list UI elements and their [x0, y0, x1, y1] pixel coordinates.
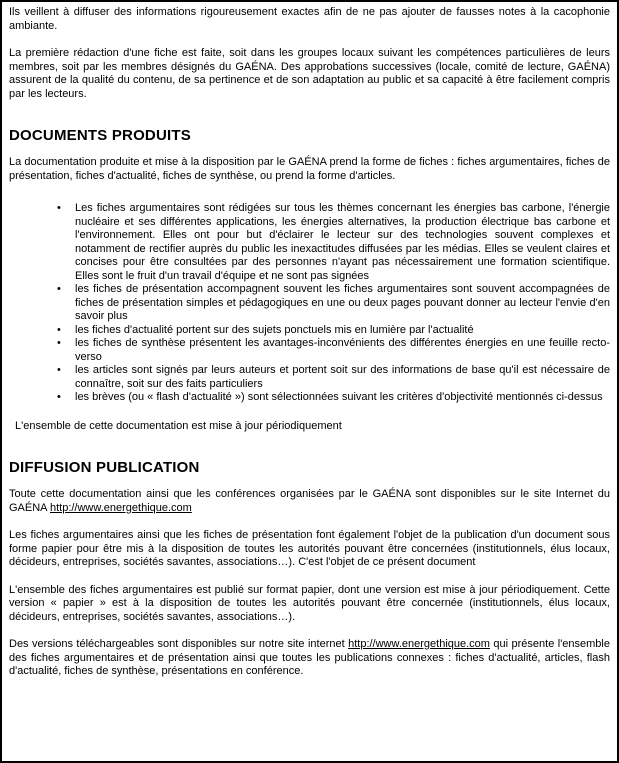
intro-paragraph-2: La première rédaction d'une fiche est faite, soit dans les groupes locaux suivant les compétences particulières de leurs membres, soit par les membres désignés du GAÉNA. Des approbations successives (locale, comité de lecture, GAÉNA) assurent de la qualité du contenu, de sa pertinence et de son adaptation au public et sa capacité à être facilement compris par les lecteurs.	[9, 47, 610, 100]
bullet-item-fiches-actualite: • les fiches d'actualité portent sur des sujets ponctuels mis en lumière par l'actualité	[9, 324, 610, 338]
diffusion-paragraph-1	[9, 488, 610, 515]
energethique-website-link[interactable]: http://www.energethique.com	[49, 501, 192, 514]
diffusion-paragraph-4	[9, 638, 610, 679]
diffusion-paragraph-3: L'ensemble des fiches argumentaires est publié sur format papier, dont une version est mise à jour périodiquement. Cette version « papier » est à la disposition de toutes les autorités pouvant être concernée (institutionnels, élus locaux, décideurs, entreprises, sociétés savantes, associations…).	[9, 583, 610, 623]
bullet-item-articles: • les articles sont signés par leurs auteurs et portent soit sur des informations de base qu'il est nécessaire de connaître, soit sur des faits particuliers	[9, 364, 610, 391]
diffusion-paragraph-4-text-before: Des versions téléchargeables sont disponibles sur notre site internet	[9, 638, 349, 650]
intro-paragraph-1: Ils veillent à diffuser des informations rigoureusement exactes afin de ne pas ajouter de fausses notes à la cacophonie ambiante.	[9, 6, 610, 32]
diffusion-paragraph-2: Les fiches argumentaires ainsi que les fiches de présentation font également l'objet de la publication d'un document sous forme papier pour être mis à la disposition de toutes les autorités pouvant être concernées (institutionnels, élus locaux, décideurs, entreprises, sociétés savantes, associations…). C'est l'objet de ce présent document	[9, 529, 610, 568]
bullet-item-fiches-synthese: • les fiches de synthèse présentent les avantages-inconvénients des différentes énergies en une feuille recto-verso	[9, 337, 610, 364]
section-heading-documents-produits: DOCUMENTS PRODUITS	[9, 127, 191, 144]
bullet-item-breves: • les brèves (ou « flash d'actualité ») sont sélectionnées suivant les critères d'objectivité mentionnés ci-dessus	[9, 391, 610, 405]
documents-bullet-list	[9, 202, 610, 405]
energethique-website-link-2[interactable]: http://www.energethique.com	[348, 638, 490, 650]
section-heading-diffusion-publication: DIFFUSION PUBLICATION	[9, 459, 200, 476]
documents-intro-paragraph: La documentation produite et mise à la disposition par le GAÉNA prend la forme de fiches : fiches argumentaires, fiches de présentation, fiches d'actualité, fiches de synthèse, ou prend la forme d'articles.	[9, 156, 610, 182]
bullet-item-fiches-argumentaires: • Les fiches argumentaires sont rédigées sur tous les thèmes concernant les énergies bas carbone, l'énergie nucléaire et ses différentes applications, les énergies alternatives, la production électrique bas carbone et l'environnement. Elles ont pour but d'éclairer le lecteur sur des technologies souvent complexes et notamment de rectifier auprès du public les inexactitudes diffusées par les médias. Elles se veulent claires et concises pour être consultées par des personnes n'ayant pas nécessairement une formation scientifique. Elles sont le fruit d'un travail d'équipe et ne sont pas signées	[9, 202, 610, 283]
documentation-update-note: L'ensemble de cette documentation est mise à jour périodiquement	[15, 419, 342, 432]
diffusion-paragraph-4-text-after: qui présente l'ensemble des fiches argumentaires et de présentation ainsi que toutes les publications connexes : fiches d'actualité, articles, flash d'actualité, fiches de synthèse, présentations en conférence.	[9, 638, 610, 677]
diffusion-paragraph-1-text: Toute cette documentation ainsi que les conférences organisées par le GAÉNA sont disponibles sur le site Internet du GAÉNA	[9, 488, 610, 514]
bullet-item-fiches-presentation: • les fiches de présentation accompagnent souvent les fiches argumentaires sont souvent accompagnées de fiches de présentation simples et pédagogiques en une ou deux pages pouvant donner au lecteur l'envie d'en savoir plus	[9, 283, 610, 324]
